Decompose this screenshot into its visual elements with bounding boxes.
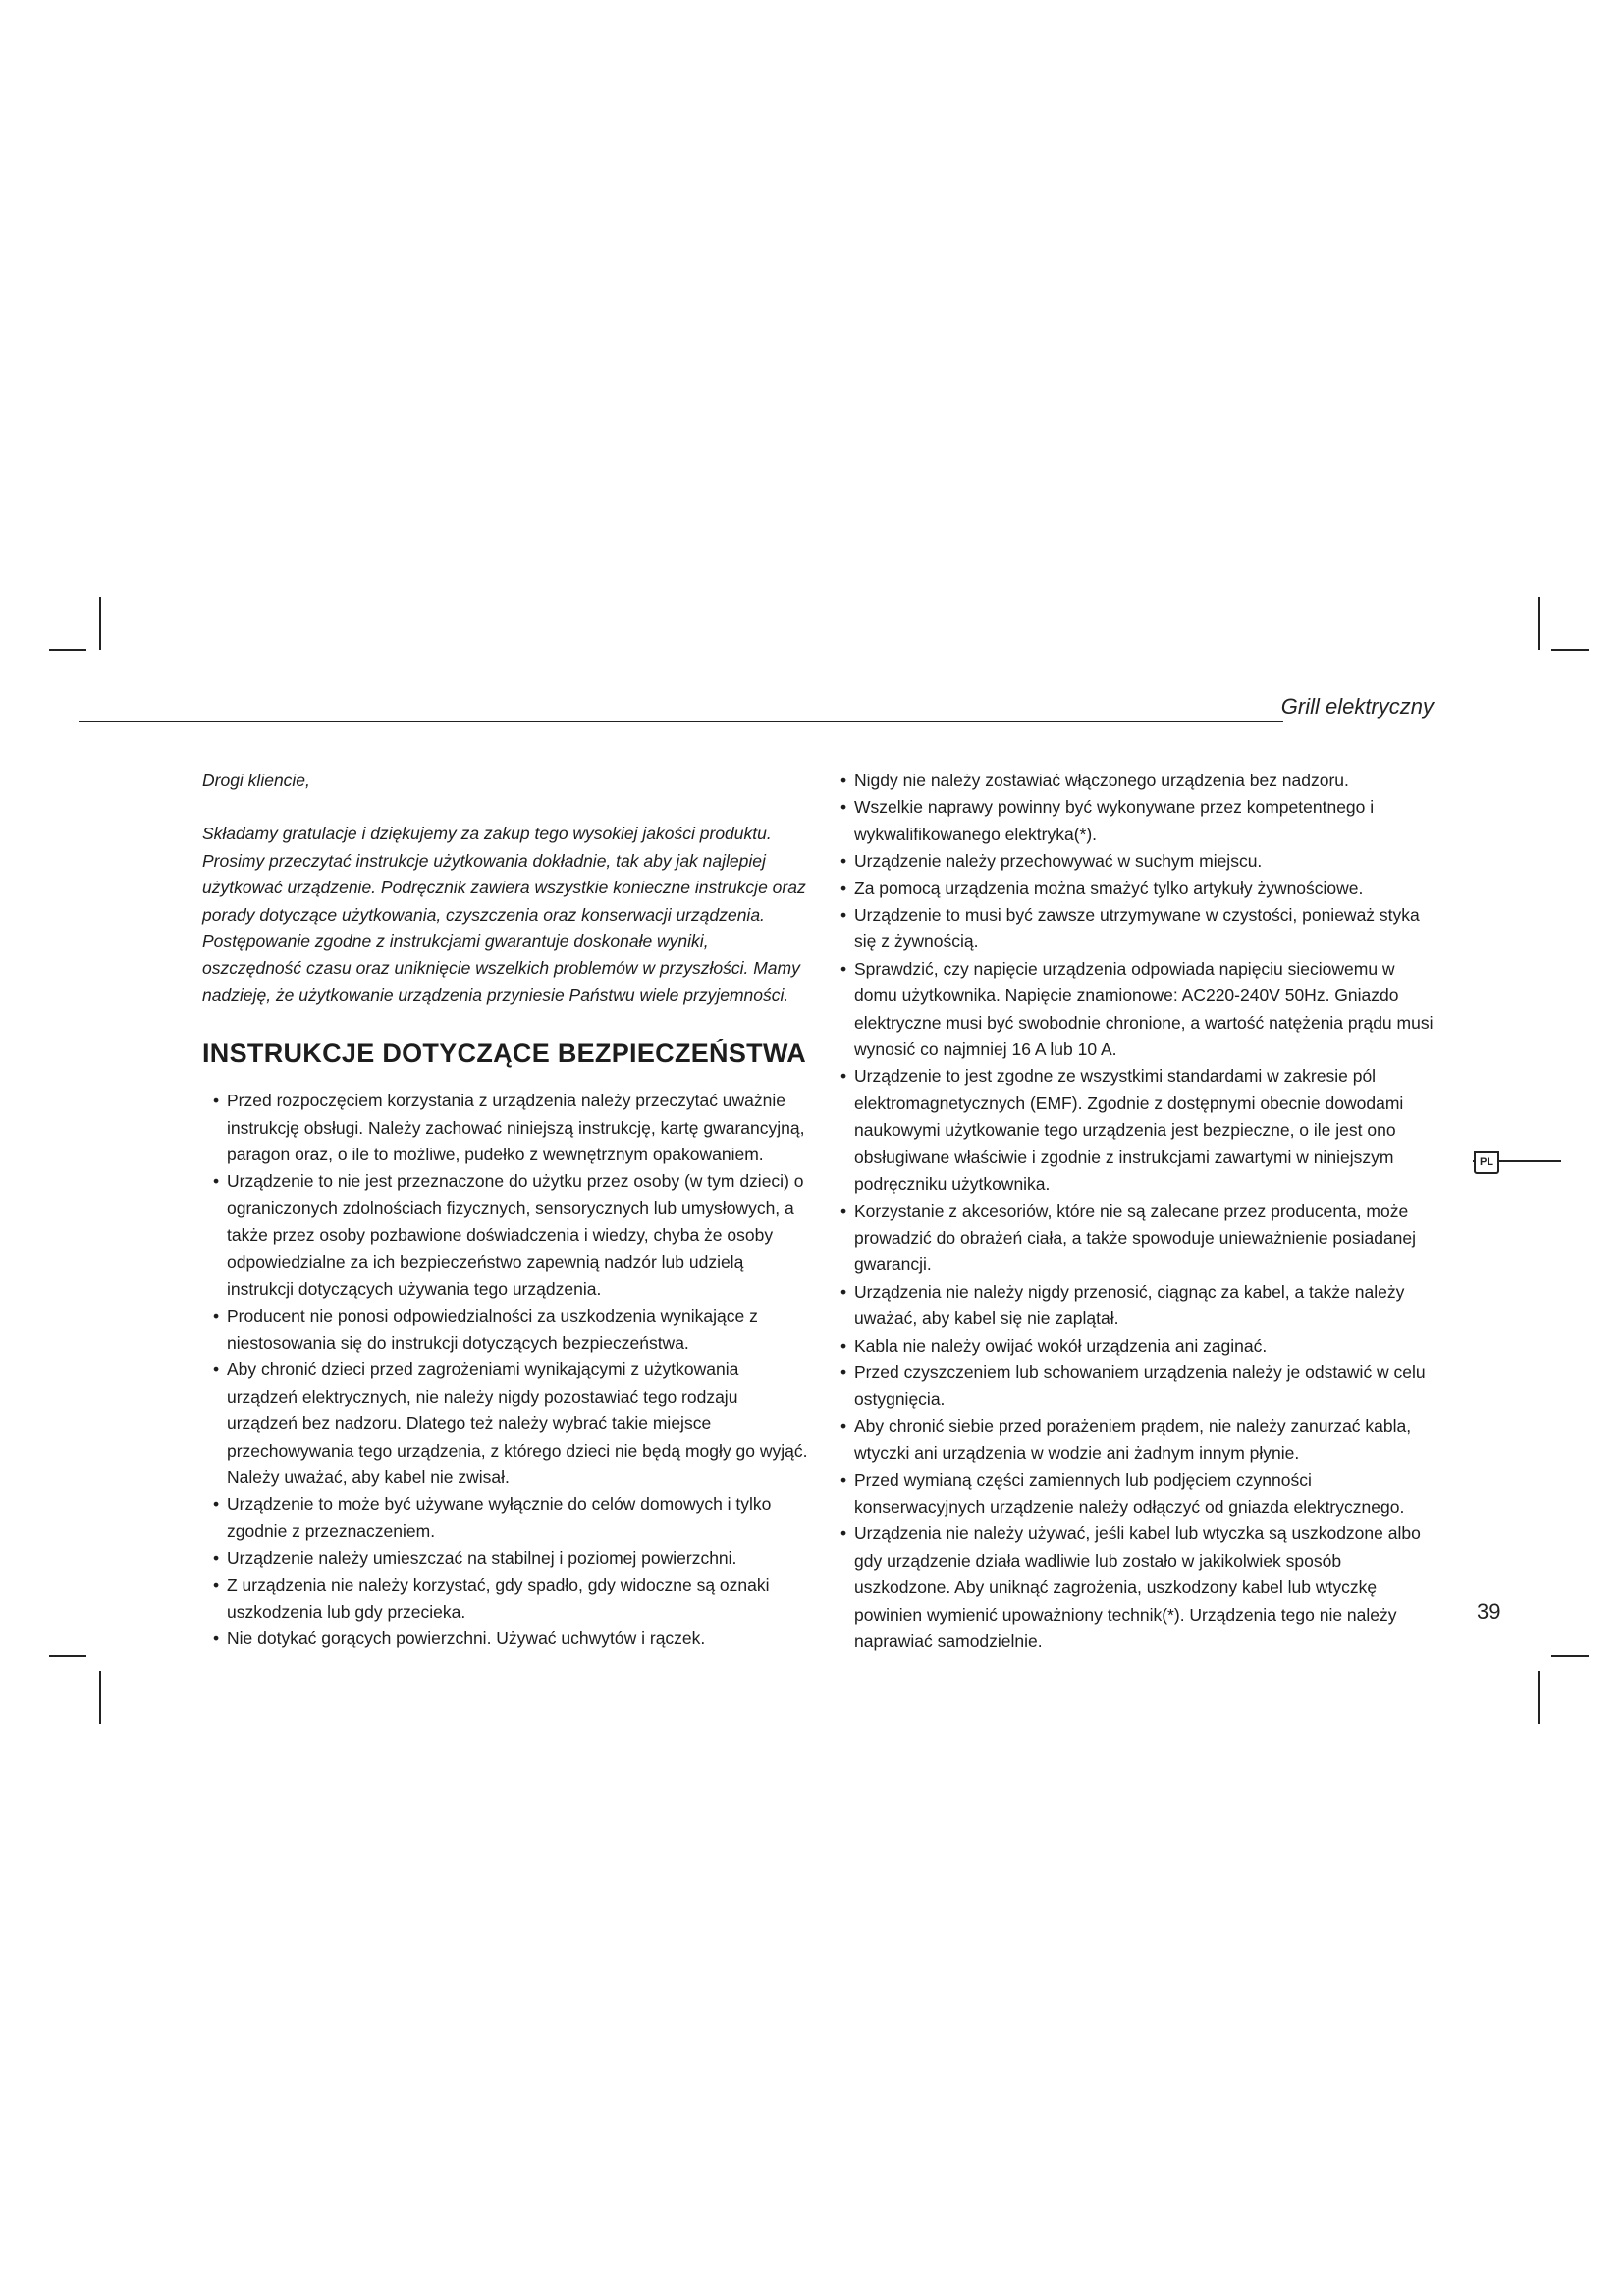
list-item: • Z urządzenia nie należy korzystać, gdy spadło, gdy widoczne są oznaki uszkodzenia lub gdy przecieka. <box>213 1573 811 1627</box>
list-item: • Za pomocą urządzenia można smażyć tylko artykuły żywnościowe. <box>840 876 1439 902</box>
list-item: • Sprawdzić, czy napięcie urządzenia odpowiada napięciu sieciowemu w domu użytkownika. Napięcie znamionowe: AC220-240V 50Hz. Gniazdo elektryczne musi być swobodnie chronione, a wartość natężenia prądu musi wynosić co najmniej 16 A lub 10 A. <box>840 956 1439 1064</box>
list-item: • Nigdy nie należy zostawiać włączonego urządzenia bez nadzoru. <box>840 768 1439 794</box>
crop-mark-bottom-right-vertical <box>1538 1671 1540 1724</box>
list-item: • Urządzenie to musi być zawsze utrzymywane w czystości, ponieważ styka się z żywnością. <box>840 902 1439 956</box>
safety-list-right <box>840 768 1439 1655</box>
header-rule <box>79 721 1283 722</box>
right-column <box>840 768 1439 1655</box>
crop-mark-top-left-horizontal <box>49 649 86 651</box>
language-badge: PL <box>1474 1151 1499 1174</box>
left-column <box>202 768 811 1653</box>
crop-mark-bottom-left-vertical <box>99 1671 101 1724</box>
crop-mark-top-right-vertical <box>1538 597 1540 650</box>
crop-mark-top-right-horizontal <box>1551 649 1589 651</box>
intro-greeting: Drogi kliencie, <box>202 771 310 790</box>
list-item: • Urządzenia nie należy używać, jeśli kabel lub wtyczka są uszkodzone albo gdy urządzenie działa wadliwie lub zostało w jakikolwiek sposób uszkodzone. Aby uniknąć zagrożenia, uszkodzony kabel lub wtyczkę powinien wymienić upoważniony technik(*). Urządzenia tego nie należy naprawiać samodzielnie. <box>840 1521 1439 1655</box>
safety-list-left <box>202 1088 811 1653</box>
intro-section <box>202 768 811 1009</box>
list-item: • Urządzenia nie należy nigdy przenosić, ciągnąc za kabel, a także należy uważać, aby kabel się nie zaplątał. <box>840 1279 1439 1333</box>
list-item: • Producent nie ponosi odpowiedzialności za uszkodzenia wynikające z niestosowania się do instrukcji dotyczących bezpieczeństwa. <box>213 1304 811 1358</box>
list-item: • Aby chronić dzieci przed zagrożeniami wynikającymi z użytkowania urządzeń elektrycznych, nie należy nigdy pozostawiać tego rodzaju urządzeń bez nadzoru. Dlatego też należy wybrać takie miejsce przechowywania tego urządzenia, z którego dzieci nie będą mogły go wyjąć. Należy uważać, aby kabel nie zwisał. <box>213 1357 811 1491</box>
list-item: • Przed czyszczeniem lub schowaniem urządzenia należy je odstawić w celu ostygnięcia. <box>840 1360 1439 1414</box>
crop-mark-bottom-left-horizontal <box>49 1655 86 1657</box>
list-item: • Urządzenie to nie jest przeznaczone do użytku przez osoby (w tym dzieci) o ograniczonych zdolnościach fizycznych, sensorycznych lub umysłowych, a także przez osoby pozbawione doświadczenia i wiedzy, chyba że osoby odpowiedzialne za ich bezpieczeństwo zapewnią nadzór lub udzielą instrukcji dotyczących używania tego urządzenia. <box>213 1168 811 1303</box>
list-item: • Urządzenie to może być używane wyłącznie do celów domowych i tylko zgodnie z przeznaczeniem. <box>213 1491 811 1545</box>
list-item: • Urządzenie należy umieszczać na stabilnej i poziomej powierzchni. <box>213 1545 811 1572</box>
list-item: • Przed wymianą części zamiennych lub podjęciem czynności konserwacyjnych urządzenie należy odłączyć od gniazda elektrycznego. <box>840 1468 1439 1522</box>
intro-body: Składamy gratulacje i dziękujemy za zakup tego wysokiej jakości produktu. Prosimy przeczytać instrukcje użytkowania dokładnie, tak aby jak najlepiej użytkować urządzenie. Podręcznik zawiera wszystkie konieczne instrukcje oraz porady dotyczące użytkowania, czyszczenia oraz konserwacji urządzenia. Postępowanie zgodne z instrukcjami gwarantuje doskonałe wyniki, oszczędność czasu oraz uniknięcie wszelkich problemów w przyszłości. Mamy nadzieję, że użytkowanie urządzenia przyniesie Państwu wiele przyjemności. <box>202 824 806 1005</box>
crop-mark-bottom-right-horizontal <box>1551 1655 1589 1657</box>
list-item: • Kabla nie należy owijać wokół urządzenia ani zaginać. <box>840 1333 1439 1360</box>
page-number: 39 <box>1477 1599 1501 1624</box>
list-item: • Urządzenie należy przechowywać w suchym miejscu. <box>840 848 1439 875</box>
list-item: • Korzystanie z akcesoriów, które nie są zalecane przez producenta, może prowadzić do obrażeń ciała, a także spowoduje unieważnienie posiadanej gwarancji. <box>840 1199 1439 1279</box>
crop-mark-top-left-vertical <box>99 597 101 650</box>
running-header-title: Grill elektryczny <box>1280 694 1434 719</box>
list-item: • Nie dotykać gorących powierzchni. Używać uchwytów i rączek. <box>213 1626 811 1652</box>
list-item: • Urządzenie to jest zgodne ze wszystkimi standardami w zakresie pól elektromagnetycznych (EMF). Zgodnie z dostępnymi obecnie dowodami naukowymi użytkowanie tego urządzenia jest bezpieczne, o ile jest ono obsługiwane właściwie i zgodnie z instrukcjami zawartymi w niniejszym podręczniku użytkownika. <box>840 1063 1439 1198</box>
safety-heading: INSTRUKCJE DOTYCZĄCE BEZPIECZEŃSTWA <box>202 1039 807 1069</box>
list-item: • Wszelkie naprawy powinny być wykonywane przez kompetentnego i wykwalifikowanego elektryka(*). <box>840 794 1439 848</box>
list-item: • Przed rozpoczęciem korzystania z urządzenia należy przeczytać uważnie instrukcję obsługi. Należy zachować niniejszą instrukcję, kartę gwarancyjną, paragon oraz, o ile to możliwe, pudełko z wewnętrznym opakowaniem. <box>213 1088 811 1168</box>
list-item: • Aby chronić siebie przed porażeniem prądem, nie należy zanurzać kabla, wtyczki ani urządzenia w wodzie ani żadnym innym płynie. <box>840 1414 1439 1468</box>
